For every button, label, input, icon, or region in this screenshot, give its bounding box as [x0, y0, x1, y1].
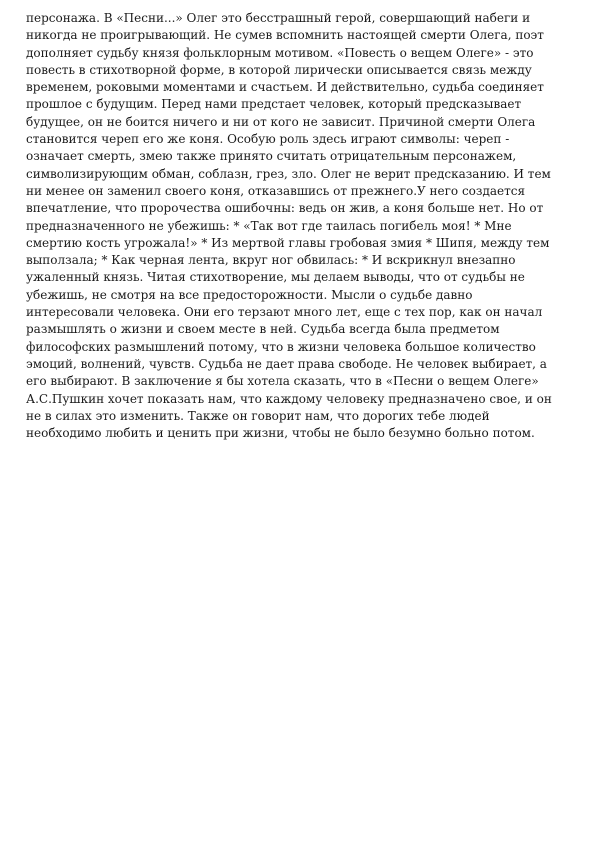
text-line-5: временем, роковыми моментами и счастьем. И действительно, судьба соединяет: [26, 80, 544, 95]
text-line-22: его выбирают. В заключение я бы хотела сказать, что в «Песни о вещем Олеге»: [26, 374, 539, 389]
text-line-3: дополняет судьбу князя фольклорным мотивом. «Повесть о вещем Олеге» - это: [26, 45, 534, 60]
text-line-19: размышлять о жизни и своем месте в ней. Судьба всегда была предметом: [26, 322, 500, 337]
text-line-4: повесть в стихотворной форме, в которой лирически описывается связь между: [26, 62, 532, 77]
text-line-25: необходимо любить и ценить при жизни, чтобы не было безумно больно потом.: [26, 426, 535, 441]
text-line-2: никогда не проигрывающий. Не сумев вспомнить настоящей смерти Олега, поэт: [26, 28, 544, 43]
text-line-1: персонажа. В «Песни...» Олег это бесстрашный герой, совершающий набеги и: [26, 11, 531, 25]
text-line-12: впечатление, что пророчества ошибочны: ведь он жив, а коня больше нет. Но от: [26, 201, 544, 216]
text-line-13: предназначенного не убежишь: * «Так вот где таилась погибель моя! * Мне: [26, 218, 512, 233]
text-line-16: ужаленный князь. Читая стихотворение, мы делаем выводы, что от судьбы не: [26, 270, 525, 285]
text-line-9: означает смерть, змею также принято считать отрицательным персонажем,: [26, 149, 517, 164]
text-line-8: становится череп его же коня. Особую роль здесь играют символы: череп -: [26, 132, 510, 147]
text-line-24: не в силах это изменить. Также он говорит нам, что дорогих тебе людей: [26, 408, 490, 423]
text-line-18: интересовали человека. Они его терзают много лет, еще с тех пор, как он начал: [26, 305, 543, 320]
text-line-20: философских размышлений потому, что в жизни человека большое количество: [26, 339, 536, 354]
text-line-14: смертию кость угрожала!» * Из мертвой главы гробовая змия * Шипя, между тем: [26, 235, 550, 250]
text-line-11: ни менее он заменил своего коня, отказавшись от прежнего.У него создается: [26, 183, 526, 198]
text-line-21: эмоций, волнений, чувств. Судьба не дает права свободе. Не человек выбирает, а: [26, 356, 547, 371]
text-line-6: прошлое с будущим. Перед нами предстает человек, который предсказывает: [26, 97, 522, 112]
document-body-text: [26, 10, 574, 442]
text-line-7: будущее, он не боится ничего и ни от кого не зависит. Причиной смерти Олега: [26, 114, 536, 129]
text-line-10: символизирующим обман, соблазн, грез, зло. Олег не верит предсказанию. И тем: [26, 166, 551, 181]
text-line-17: убежишь, не смотря на все предосторожности. Мысли о судьбе давно: [26, 287, 473, 302]
text-line-23: А.С.Пушкин хочет показать нам, что каждому человеку предназначено свое, и он: [26, 391, 552, 406]
text-line-15: выползала; * Как черная лента, вкруг ног обвилась: * И вскрикнул внезапно: [26, 253, 516, 268]
